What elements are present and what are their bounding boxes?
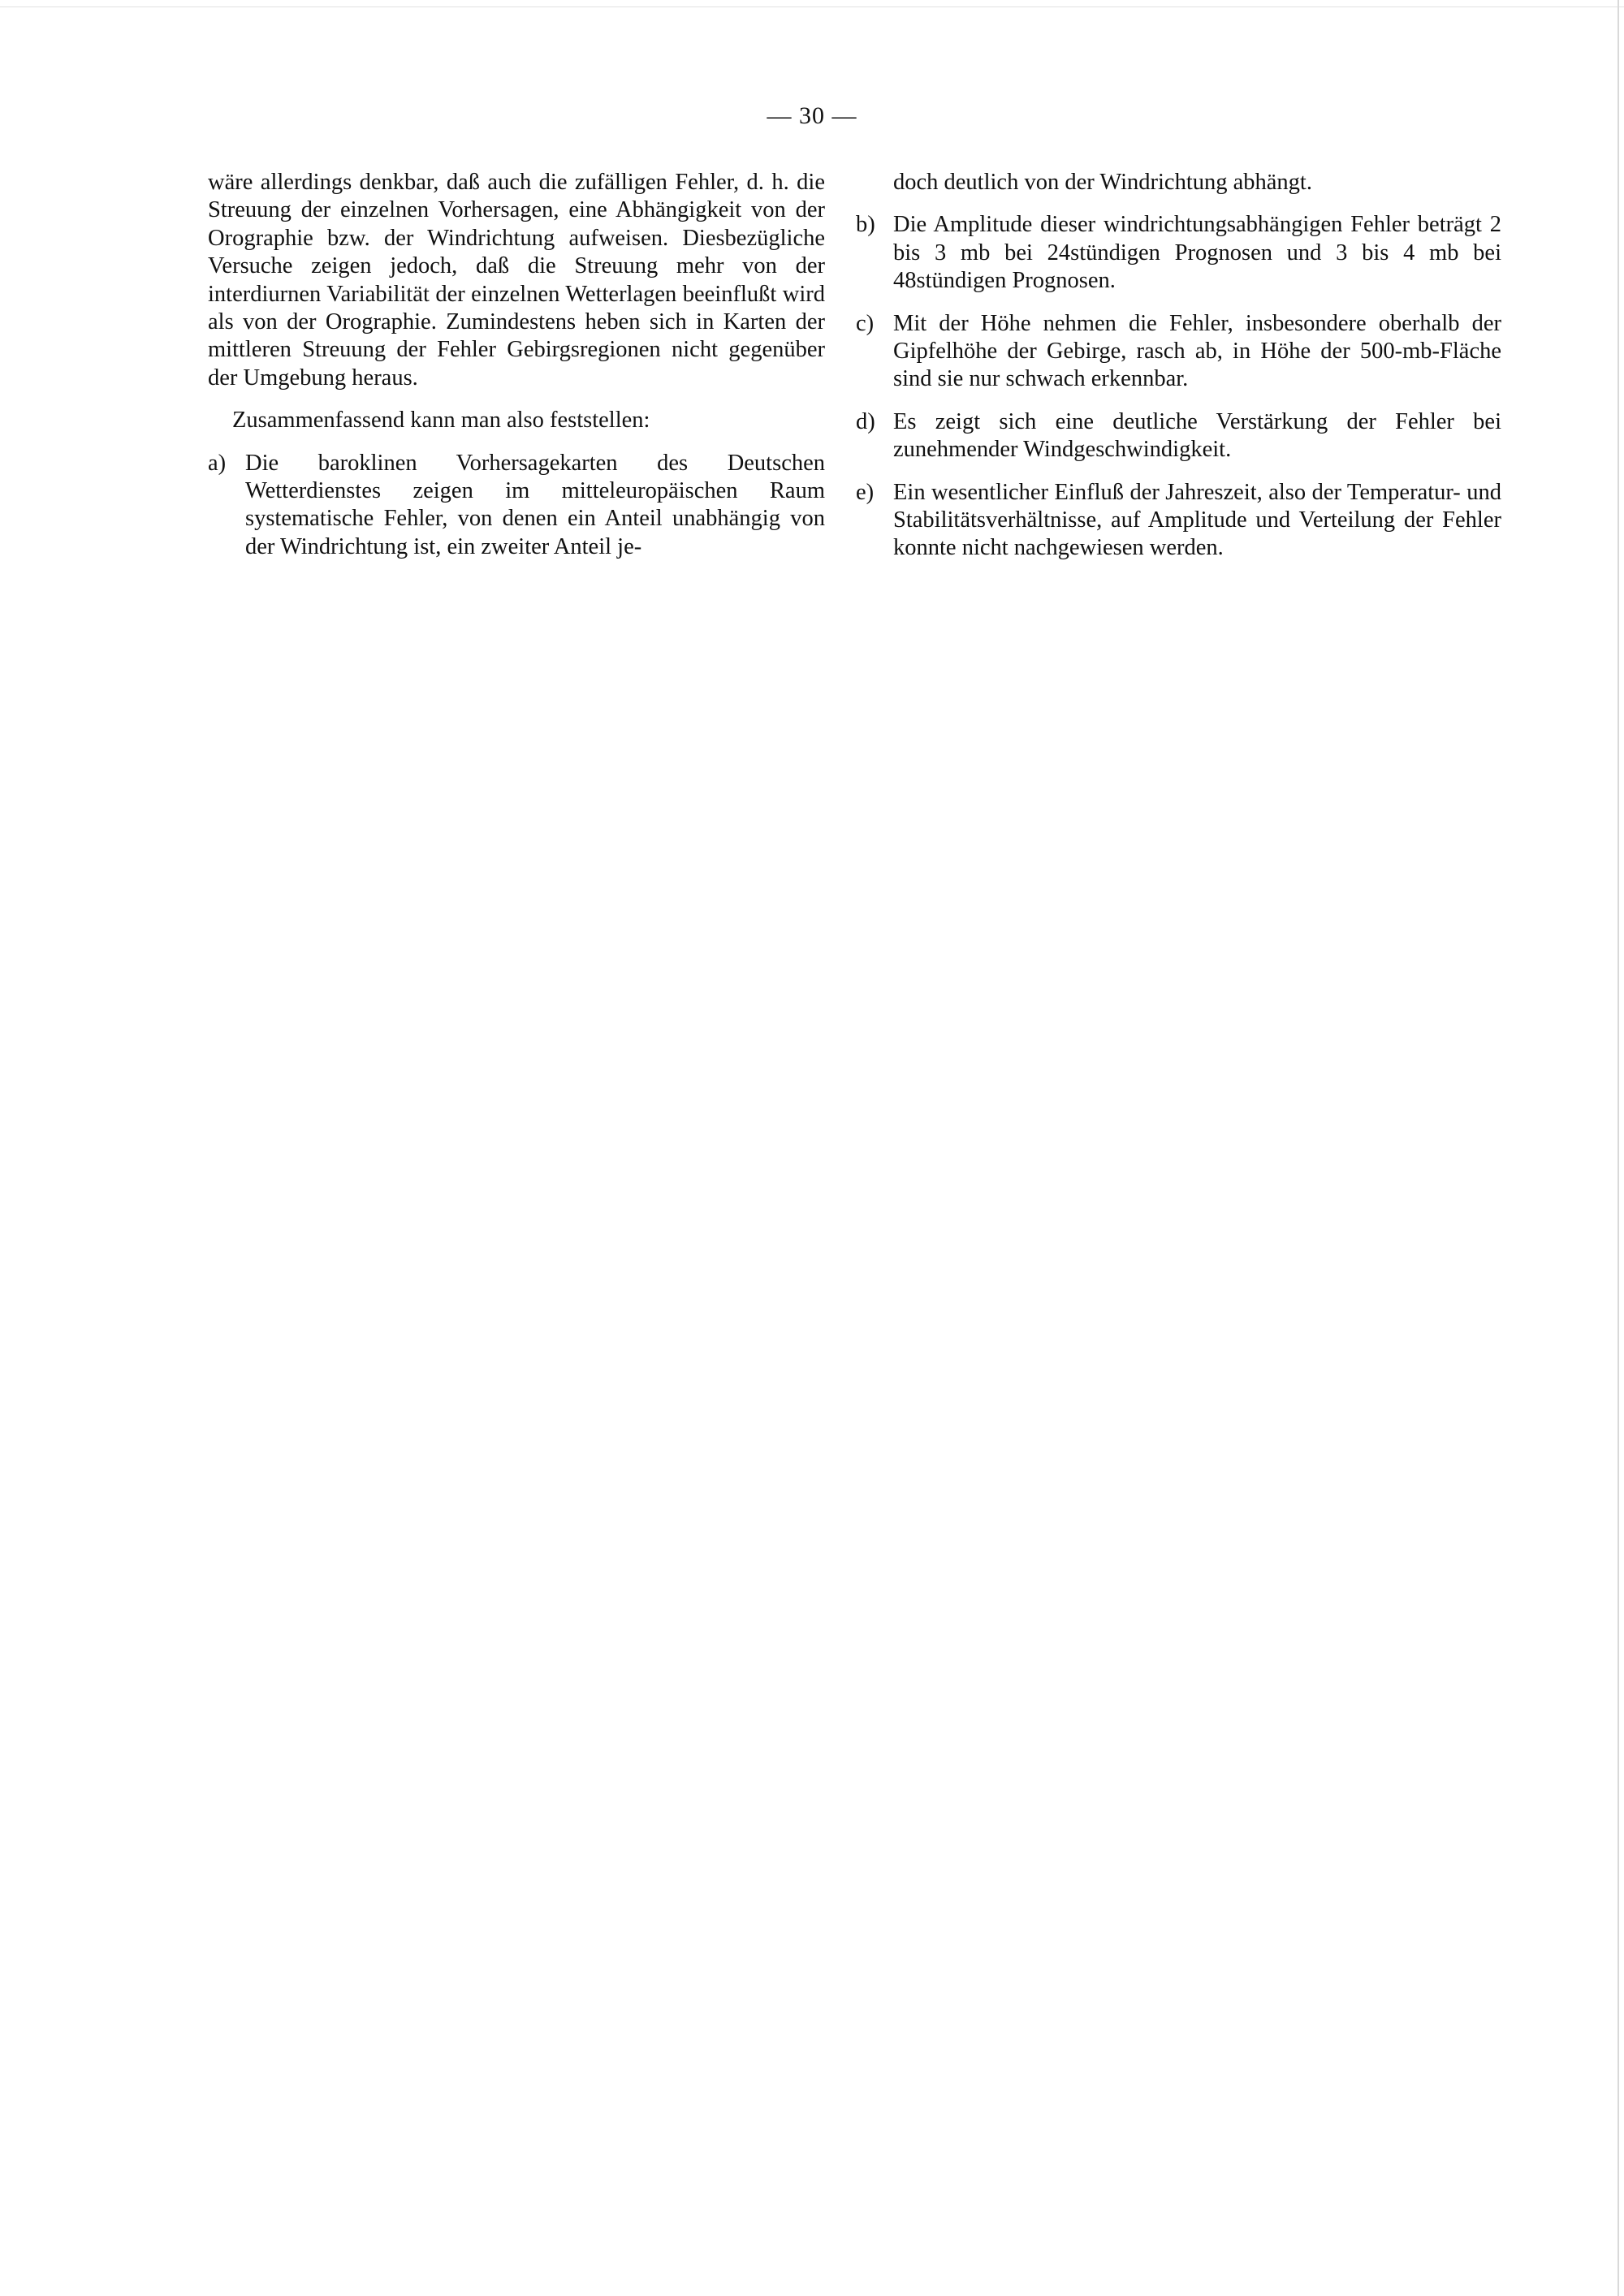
list-item-a [208,450,825,562]
list-item-text: Ein wesentlicher Einfluß der Jahreszeit, also der Temperatur- und Stabilitätsverhältnisse, auf Amplitude und Verteilung der Fehler konnte nicht nachgewiesen werden. [893,479,1501,561]
list-item-b [856,211,1501,295]
page-right-edge [1618,0,1619,2296]
right-column [856,169,1501,577]
list-item-d [856,408,1501,464]
list-marker: d) [856,408,875,434]
list-marker: c) [856,310,875,336]
list-item-text: Die baroklinen Vorhersagekarten des Deutschen Wetterdienstes zeigen im mitteleuropäischen Raum systematische Fehler, von denen ein Anteil unabhängig von der Windrichtung ist, ein zweiter Anteil je- [245,450,825,559]
left-column [208,169,825,576]
paragraph-summary-intro: Zusammenfassend kann man also feststellen: [232,408,650,434]
list-item-a-continuation: doch deutlich von der Windrichtung abhängt. [893,170,1312,195]
list-item-text: Es zeigt sich eine deutliche Verstärkung der Fehler bei zunehmender Windgeschwindigkeit. [893,408,1501,463]
list-marker: a) [208,450,227,476]
list-marker: b) [856,212,875,238]
list-item-c [856,310,1501,394]
list-item-text: Mit der Höhe nehmen die Fehler, insbesondere oberhalb der Gipfelhöhe der Gebirge, rasch ab, in Höhe der 500-mb-Fläche sind sie nur schwach erkennbar. [893,310,1501,392]
list-marker: e) [856,479,875,505]
list-item-e [856,479,1501,563]
list-item-text: Die Amplitude dieser windrichtungsabhängigen Fehler beträgt 2 bis 3 mb bei 24stündigen Prognosen und 3 bis 4 mb bei 48stündigen Prognosen. [893,212,1501,294]
page-number: — 30 — [767,102,857,129]
page-top-edge [0,6,1624,7]
paragraph-streuung: wäre allerdings denkbar, daß auch die zufälligen Fehler, d. h. die Streuung der einzelnen Vorhersagen, eine Abhängigkeit von der Orographie bzw. der Windrichtung aufweisen. Diesbezügliche Versuche zeigen jedoch, daß die Streuung mehr von der interdiurnen Variabilität der einzelnen Wetterlagen beeinflußt wird als von der Orographie. Zumindestens heben sich in Karten der mittleren Streuung der Fehler Gebirgsregionen nicht gegenüber der Umgebung heraus. [208,170,825,391]
